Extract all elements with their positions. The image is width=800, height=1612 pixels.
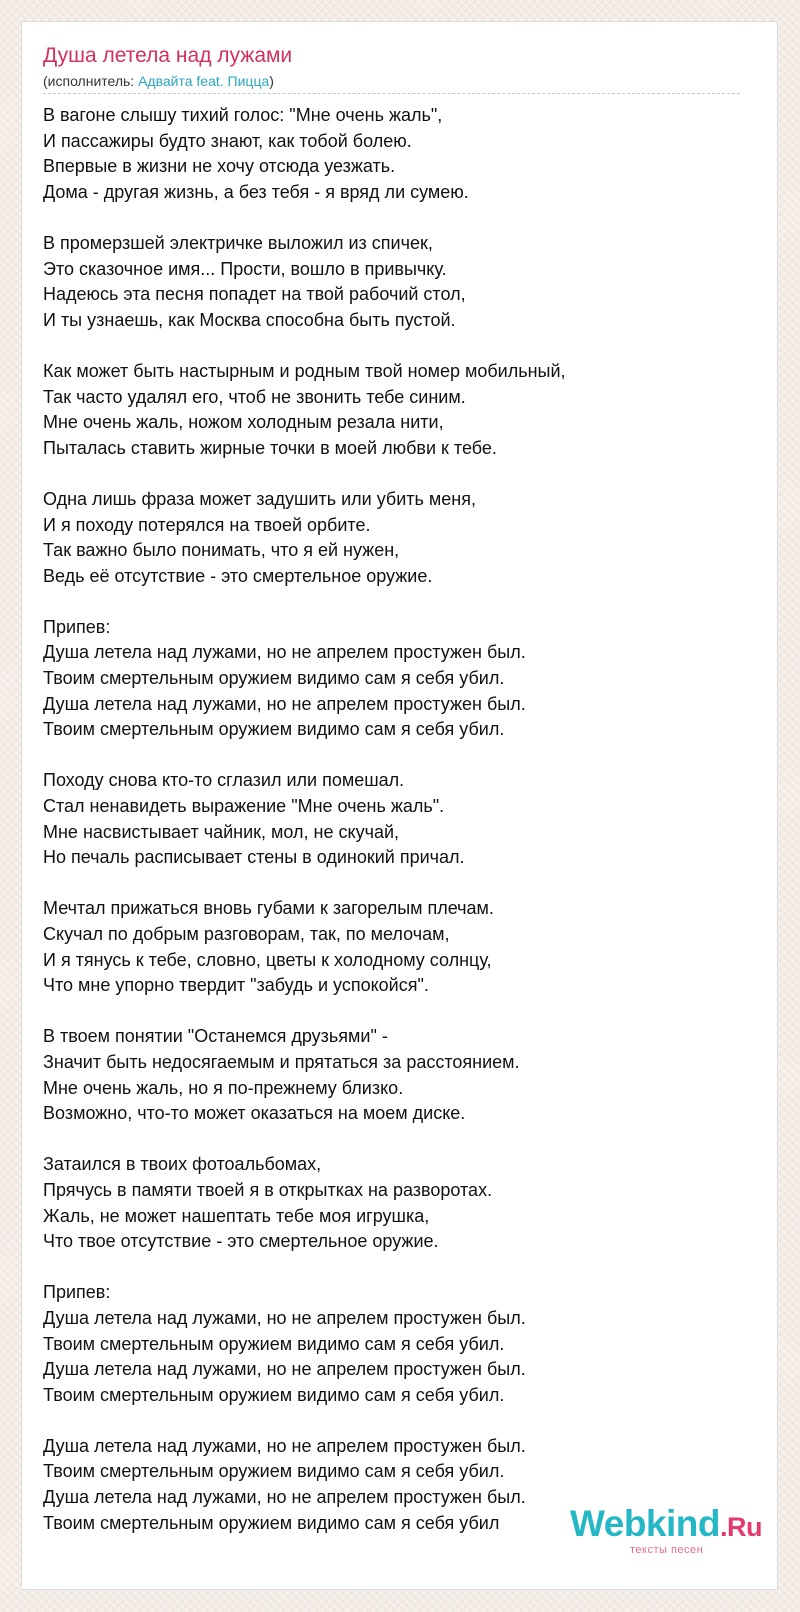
lyrics-line: Мне насвистывает чайник, мол, не скучай, [43,821,400,842]
artist-byline [43,73,274,89]
lyrics-line: Твоим смертельным оружием видимо сам я себя убил. [43,1333,505,1354]
lyrics-line: Душа летела над лужами, но не апрелем простужен был. [43,1487,526,1508]
lyrics-line: Мне очень жаль, ножом холодным резала нити, [43,412,444,433]
artist-link[interactable]: Адвайта feat. Пицца [138,73,270,89]
webkind-logo [570,1502,770,1572]
lyrics-stanza [43,1280,743,1408]
byline-suffix: ) [269,73,274,89]
lyrics-stanza [43,359,743,461]
lyrics-stanza [43,896,743,998]
lyrics-line: Жаль, не может нашептать тебе моя игрушка, [43,1205,430,1226]
lyrics-line: Как может быть настырным и родным твой номер мобильный, [43,360,566,381]
lyrics-line: Дома - другая жизнь, а без тебя - я вряд ли сумею. [43,181,469,202]
lyrics-line: В твоем понятии "Останемся друзьями" - [43,1026,388,1047]
lyrics-line: Душа летела над лужами, но не апрелем простужен был. [43,642,526,663]
lyrics-line: Стал ненавидеть выражение "Мне очень жаль". [43,796,445,817]
byline-prefix: (исполнитель: [43,73,139,89]
lyrics-line: В промерзшей электричке выложил из спичек, [43,232,433,253]
lyrics-line: Душа летела над лужами, но не апрелем простужен был. [43,693,526,714]
lyrics-line: Ведь её отсутствие - это смертельное оружие. [43,565,433,586]
lyrics-line: Так часто удалял его, чтоб не звонить тебе синим. [43,386,466,407]
lyrics-line: Так важно было понимать, что я ей нужен, [43,540,400,561]
lyrics-stanza [43,231,743,333]
lyrics-line: Значит быть недосягаемым и прятаться за расстоянием. [43,1051,520,1072]
song-title: Душа летела над лужами [43,44,293,67]
title-divider [43,93,740,94]
lyrics-line: И пассажиры будто знают, как тобой болею. [43,130,412,151]
lyrics-line: Пыталась ставить жирные точки в моей любви к тебе. [43,437,497,458]
lyrics-line: Мне очень жаль, но я по-прежнему близко. [43,1077,404,1098]
lyrics-line: Это сказочное имя... Прости, вошло в привычку. [43,258,447,279]
logo-tld: .Ru [720,1512,762,1542]
lyrics-line: И ты узнаешь, как Москва способна быть пустой. [43,309,456,330]
lyrics-stanza [43,768,743,870]
lyrics-line: Но печаль расписывает стены в одинокий причал. [43,847,465,868]
lyrics-line: Твоим смертельным оружием видимо сам я себя убил. [43,1384,505,1405]
lyrics-line: Скучал по добрым разговорам, так, по мелочам, [43,924,450,944]
lyrics-line: Твоим смертельным оружием видимо сам я себя убил. [43,719,505,740]
lyrics-stanza [43,103,743,205]
lyrics-line: Припев: [43,616,111,637]
logo-tagline: тексты песен [630,1544,704,1556]
lyrics-line: Что твое отсутствие - это смертельное оружие. [43,1231,439,1252]
logo-name: Webkind [570,1503,720,1544]
lyrics-card [21,21,778,1590]
lyrics-stanza [43,1152,743,1254]
lyrics-line: Возможно, что-то может оказаться на моем диске. [43,1103,466,1124]
lyrics-line: Что мне упорно твердит "забудь и успокойся". [43,975,429,996]
lyrics-line: И я походу потерялся на твоей орбите. [43,514,371,535]
lyrics-line: Походу снова кто-то сглазил или помешал. [43,770,405,791]
lyrics-line: Твоим смертельным оружием видимо сам я себя убил. [43,1461,505,1482]
lyrics-line: Впервые в жизни не хочу отсюда уезжать. [43,156,396,177]
lyrics-stanza [43,487,743,589]
lyrics-line: Прячусь в памяти твоей я в открытках на разворотах. [43,1179,493,1200]
lyrics-line: Мечтал прижаться вновь губами к загорелым плечам. [43,898,494,919]
lyrics-line: Припев: [43,1282,111,1303]
lyrics-line: Одна лишь фраза может задушить или убить меня, [43,488,476,509]
lyrics-line: Душа летела над лужами, но не апрелем простужен был. [43,1359,526,1380]
lyrics-text [43,103,743,1562]
lyrics-line: Душа летела над лужами, но не апрелем простужен был. [43,1307,526,1328]
lyrics-line: В вагоне слышу тихий голос: "Мне очень жаль", [43,105,443,125]
lyrics-line: Душа летела над лужами, но не апрелем простужен был. [43,1435,526,1456]
lyrics-line: И я тянусь к тебе, словно, цветы к холодному солнцу, [43,949,492,970]
lyrics-line: Твоим смертельным оружием видимо сам я себя убил [43,1512,500,1533]
lyrics-stanza [43,1024,743,1126]
lyrics-line: Твоим смертельным оружием видимо сам я себя убил. [43,668,505,689]
lyrics-stanza [43,615,743,743]
lyrics-line: Надеюсь эта песня попадет на твой рабочий стол, [43,284,466,305]
lyrics-line: Затаился в твоих фотоальбомах, [43,1154,322,1175]
logo-wordmark [570,1502,762,1549]
